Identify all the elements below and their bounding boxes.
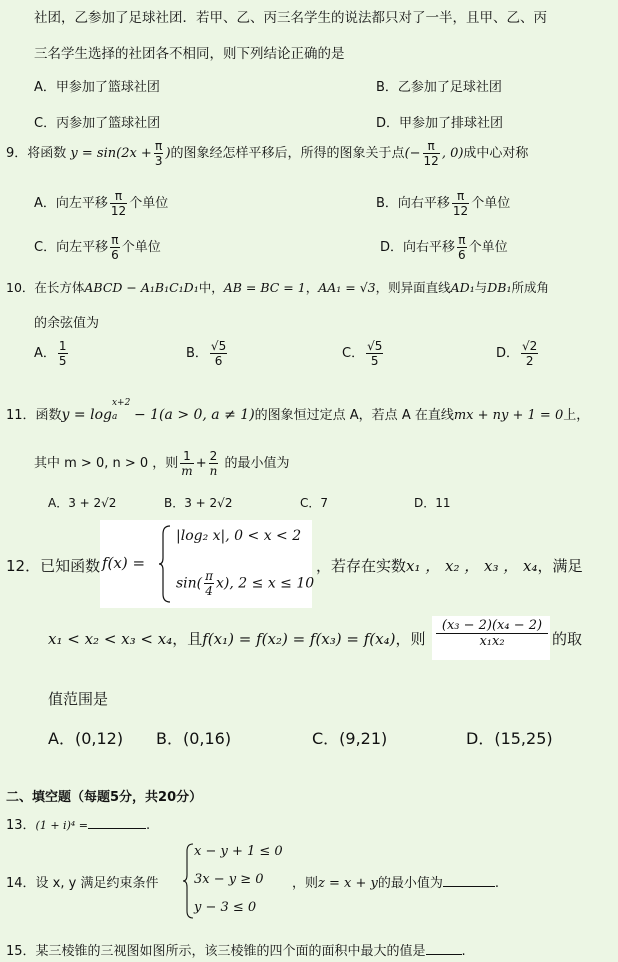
q8-option-d: D．甲参加了排球社团 bbox=[376, 116, 504, 131]
q14-constraint-1: x − y + 1 ≤ 0 bbox=[194, 844, 283, 859]
q12-function-box bbox=[100, 520, 315, 608]
q14-tail: ，则z = x + y的最小值为 . bbox=[292, 876, 500, 891]
q10-line2: 的余弦值为 bbox=[34, 316, 100, 331]
q13: 13．(1 + i)⁴ = . bbox=[6, 818, 151, 833]
q9-stem: 9．将函数 y = sin(2x + $\frac{\pi}{3}$ )的图象经怎样平移后，所得的图象关于点(− $\frac{\pi}{12}$ , 0)成中心对称 bbox=[6, 139, 529, 168]
q10-option-c: C． $\frac{√5}{5}$ bbox=[342, 339, 383, 368]
q10-option-d: D． $\frac{√2}{2}$ bbox=[496, 339, 538, 368]
q12-fx: f(x) = bbox=[102, 554, 146, 572]
q10-option-a: A． $\frac{1}{5}$ bbox=[34, 339, 67, 368]
q13-answer-blank bbox=[88, 828, 146, 829]
q12-option-a: A．(0,12) bbox=[48, 729, 124, 748]
q8-line2: 三名学生选择的社团各不相同，则下列结论正确的是 bbox=[34, 46, 345, 62]
q10-stem: 10．在长方体ABCD − A₁B₁C₁D₁中，AB = BC = 1，AA₁ = √3，则异面直线AD₁与DB₁所成角 bbox=[6, 280, 549, 295]
q12-label: 12．已知函数 bbox=[6, 557, 101, 575]
q11-line2: 其中 m > 0, n > 0 ，则 $\frac{1}{m}$ + $\frac{2}{n}$ 的最小值为 bbox=[34, 449, 290, 478]
q15: 15．某三棱锥的三视图如图所示，该三棱锥的四个面的面积中最大的值是 . bbox=[6, 944, 466, 959]
q14-constraint-3: y − 3 ≤ 0 bbox=[194, 900, 257, 915]
q12-case2: sin( $\frac{\pi}{4}$ x), 2 ≤ x ≤ 10 bbox=[176, 569, 315, 598]
q14-constraint-2: 3x − y ≥ 0 bbox=[194, 872, 264, 887]
q9-option-c: C．向左平移 $\frac{\pi}{6}$ 个单位 bbox=[34, 233, 161, 262]
q12-line2-end: 的取 bbox=[552, 630, 583, 648]
section-fill-in-title: 二、填空题（每题5分，共20分） bbox=[6, 790, 203, 805]
q9-option-d: D．向右平移 $\frac{\pi}{6}$ 个单位 bbox=[380, 233, 508, 262]
q11-option-a: A．3 + 2√2 bbox=[48, 496, 117, 510]
q14-answer-blank bbox=[443, 886, 495, 887]
q14-label: 14．设 x, y 满足约束条件 bbox=[6, 876, 159, 891]
q8-option-c: C．丙参加了篮球社团 bbox=[34, 116, 161, 131]
q8-option-b: B．乙参加了足球社团 bbox=[376, 80, 502, 95]
q12-stem-tail: ，若存在实数x₁ ， x₂ ， x₃ ， x₄，满足 bbox=[316, 557, 583, 575]
q10-option-b: B． $\frac{√5}{6}$ bbox=[186, 339, 227, 368]
q12-line3: 值范围是 bbox=[48, 690, 109, 708]
q11-option-d: D．11 bbox=[414, 496, 451, 510]
q11-stem: 11．函数y = log x+2 a − 1(a > 0, a ≠ 1)的图象恒过定点 A，若点 A 在直线mx + ny + 1 = 0上， bbox=[6, 398, 590, 423]
q8-line1: 社团，乙参加了足球社团．若甲、乙、丙三名学生的说法都只对了一半，且甲、乙、丙 bbox=[34, 10, 547, 26]
q12-option-b: B．(0,16) bbox=[156, 729, 232, 748]
q12-option-c: C．(9,21) bbox=[312, 729, 388, 748]
q11-option-c: C．7 bbox=[300, 496, 329, 510]
q12-brace bbox=[158, 524, 172, 604]
q9-option-b: B．向右平移 $\frac{\pi}{12}$ 个单位 bbox=[376, 189, 511, 218]
q12-case1: |log₂ x|, 0 < x < 2 bbox=[176, 528, 302, 544]
q9-option-a: A．向左平移 $\frac{\pi}{12}$ 个单位 bbox=[34, 189, 169, 218]
q11-option-b: B．3 + 2√2 bbox=[164, 496, 233, 510]
q15-answer-blank bbox=[426, 954, 462, 955]
q12-option-d: D．(15,25) bbox=[466, 729, 553, 748]
q14-brace bbox=[182, 842, 194, 920]
q12-line2: x₁ < x₂ < x₃ < x₄，且f(x₁) = f(x₂) = f(x₃) = f(x₄)，则 bbox=[48, 630, 426, 648]
q12-ratio-box: $\frac{\text{(x₃ − 2)(x₄ − 2)}}{\text{x₁x₂}}$ bbox=[432, 616, 550, 660]
q8-option-a: A．甲参加了篮球社团 bbox=[34, 80, 160, 95]
